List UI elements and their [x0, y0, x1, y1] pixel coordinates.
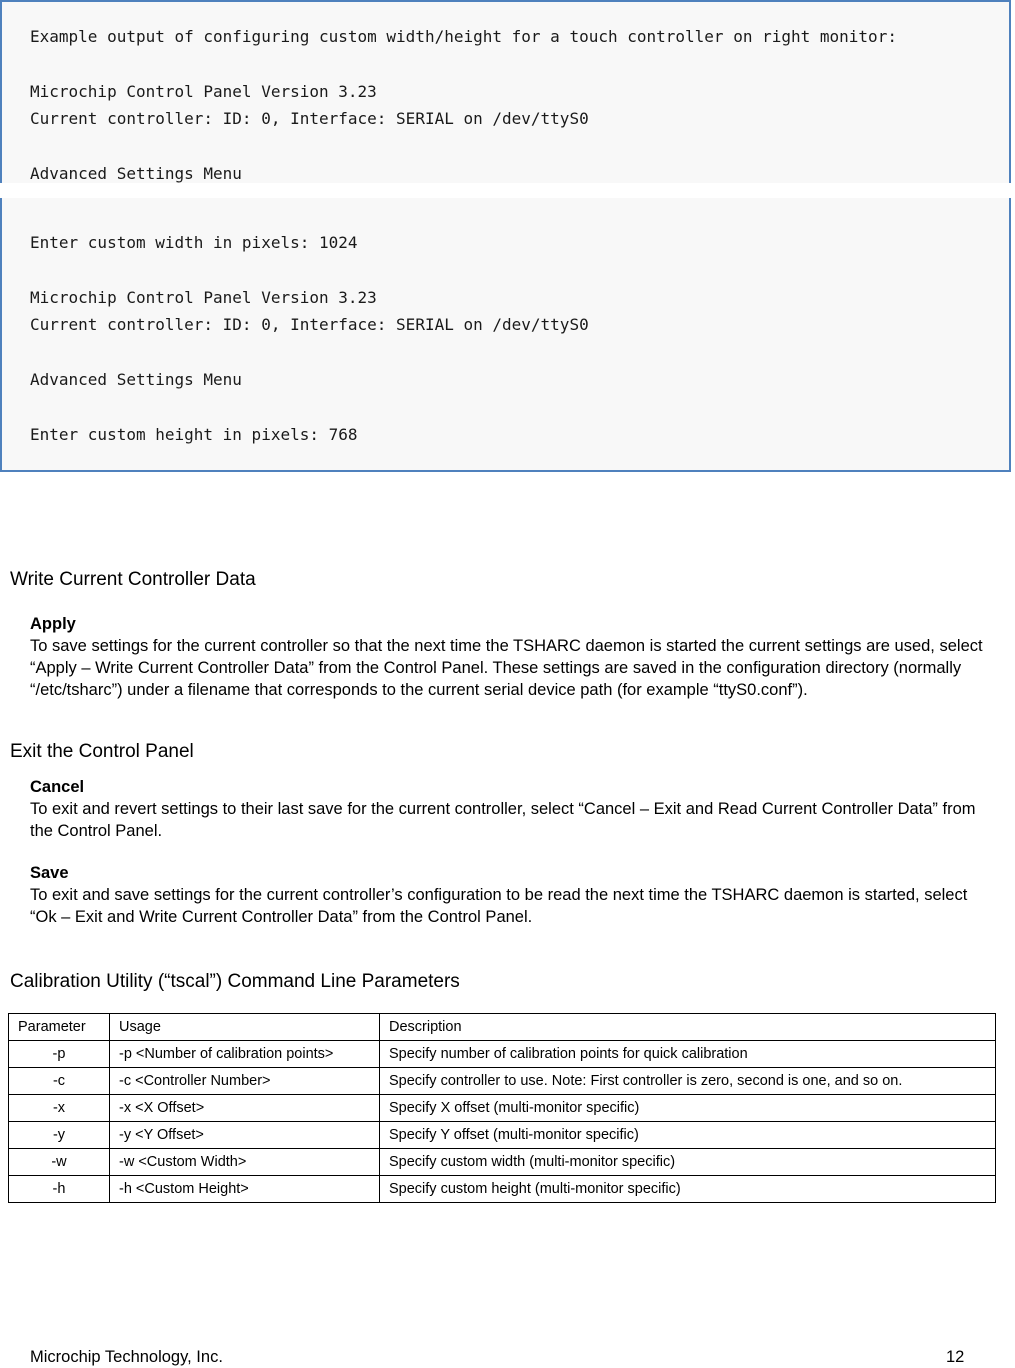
table-row: [9, 1068, 996, 1095]
section-heading-write: Write Current Controller Data: [10, 569, 256, 590]
cancel-text: To exit and revert settings to their last save for the current controller, select “Cancel – Exit and Read Current Controller Data” from the Control Panel.: [30, 800, 976, 840]
table-header: Description: [380, 1014, 996, 1041]
table-cell: -p <Number of calibration points>: [110, 1041, 380, 1068]
footer-page-number: 12: [946, 1348, 965, 1366]
cancel-paragraph: [30, 776, 990, 842]
table-cell: -y: [9, 1122, 110, 1149]
table-cell: Specify X offset (multi-monitor specific): [380, 1095, 996, 1122]
table-cell: Specify controller to use. Note: First controller is zero, second is one, and so on.: [380, 1068, 996, 1095]
table-row: [9, 1095, 996, 1122]
code-line: Enter custom height in pixels: 768: [30, 425, 358, 444]
save-text: To exit and save settings for the current controller’s configuration to be read the next time the TSHARC daemon is started, select “Ok – Exit and Write Current Controller Data” from the Control Panel.: [30, 886, 968, 926]
table-row: [9, 1149, 996, 1176]
section-heading-calibration: Calibration Utility (“tscal”) Command Line Parameters: [10, 971, 460, 992]
table-cell: -w: [9, 1149, 110, 1176]
console-output-block-top: [0, 0, 1011, 183]
code-line: Advanced Settings Menu: [30, 370, 242, 389]
table-cell: Specify number of calibration points for quick calibration: [380, 1041, 996, 1068]
table-cell: -x <X Offset>: [110, 1095, 380, 1122]
apply-text: To save settings for the current controller so that the next time the TSHARC daemon is started the current settings are used, select “Apply – Write Current Controller Data” from the Control Panel. These settings are saved in the configuration directory (normally “/etc/tsharc”) under a filename that corresponds to the current serial device path (for example “ttyS0.conf”).: [30, 637, 983, 699]
parameters-table: [8, 1013, 996, 1203]
code-line: Current controller: ID: 0, Interface: SERIAL on /dev/ttyS0: [30, 109, 589, 128]
table-cell: Specify custom height (multi-monitor specific): [380, 1176, 996, 1203]
code-line: Advanced Settings Menu: [30, 164, 242, 183]
save-title: Save: [30, 864, 69, 882]
table-cell: -w <Custom Width>: [110, 1149, 380, 1176]
code-line: Microchip Control Panel Version 3.23: [30, 82, 377, 101]
table-header-row: [9, 1014, 996, 1041]
table-cell: -p: [9, 1041, 110, 1068]
apply-title: Apply: [30, 615, 76, 633]
table-row: [9, 1122, 996, 1149]
code-line: Microchip Control Panel Version 3.23: [30, 288, 377, 307]
table-cell: -h <Custom Height>: [110, 1176, 380, 1203]
table-cell: -x: [9, 1095, 110, 1122]
table-cell: -c <Controller Number>: [110, 1068, 380, 1095]
table-header: Usage: [110, 1014, 380, 1041]
code-line: Example output of configuring custom width/height for a touch controller on right monitor:: [30, 27, 897, 46]
section-heading-exit: Exit the Control Panel: [10, 741, 194, 762]
code-line: Enter custom width in pixels: 1024: [30, 233, 358, 252]
code-line: Current controller: ID: 0, Interface: SERIAL on /dev/ttyS0: [30, 315, 589, 334]
table-row: [9, 1176, 996, 1203]
save-paragraph: [30, 862, 990, 928]
table-header: Parameter: [9, 1014, 110, 1041]
table-cell: -y <Y Offset>: [110, 1122, 380, 1149]
table-cell: -h: [9, 1176, 110, 1203]
table-cell: Specify custom width (multi-monitor specific): [380, 1149, 996, 1176]
console-output-block-bottom: [0, 198, 1011, 472]
apply-paragraph: [30, 613, 990, 701]
table-row: [9, 1041, 996, 1068]
cancel-title: Cancel: [30, 778, 85, 796]
table-cell: Specify Y offset (multi-monitor specific): [380, 1122, 996, 1149]
footer-company: Microchip Technology, Inc.: [30, 1348, 223, 1366]
table-cell: -c: [9, 1068, 110, 1095]
